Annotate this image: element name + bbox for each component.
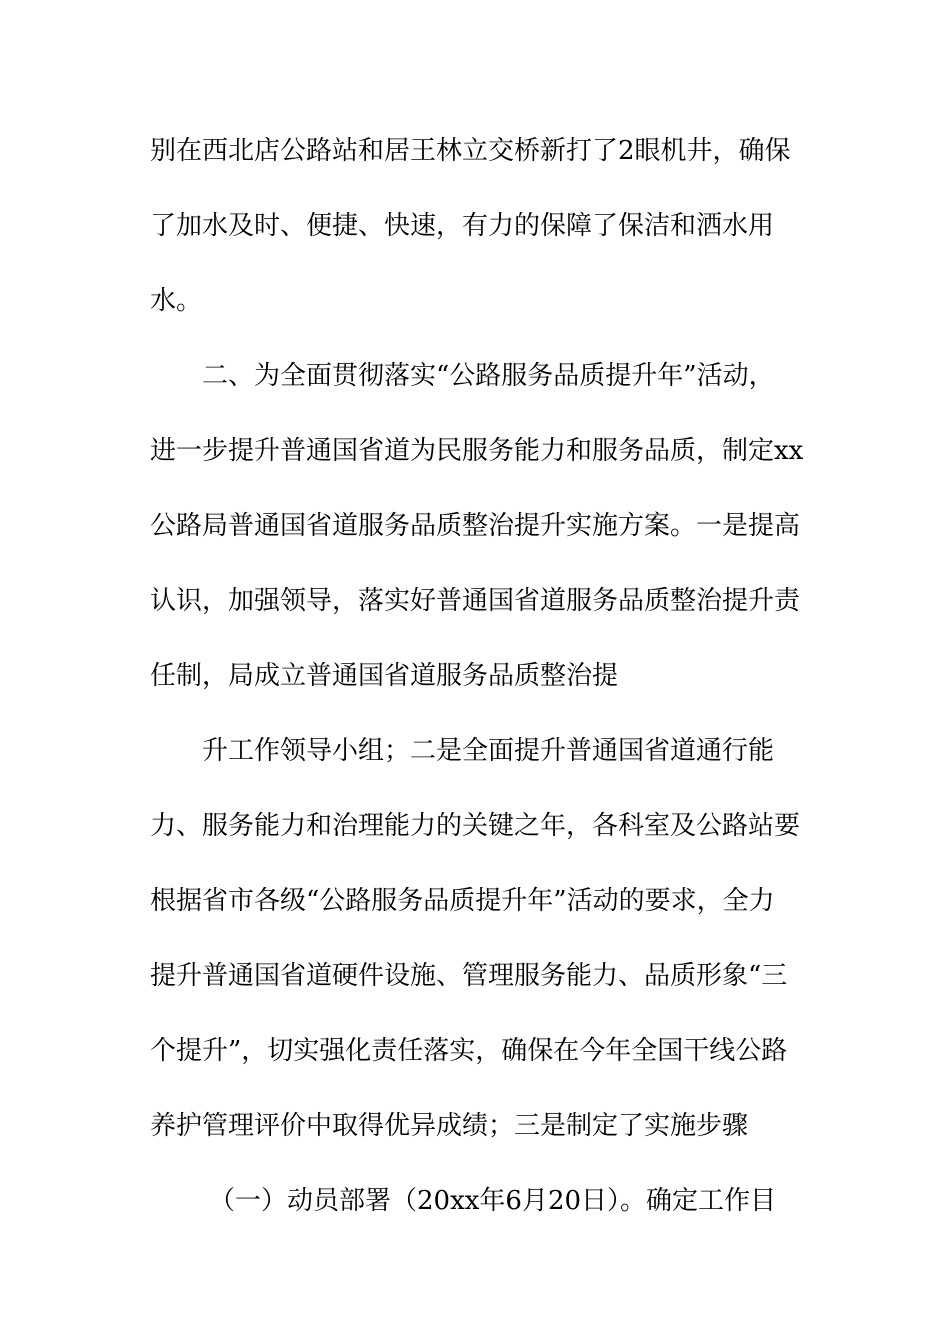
text-line: 个提升”，切实强化责任落实，确保在今年全国干线公路 <box>150 1036 788 1066</box>
text-line: 提升普通国省道硬件设施、管理服务能力、品质形象“三 <box>150 961 788 991</box>
paragraph-start-line: 二、为全面贯彻落实“公路服务品质提升年”活动， <box>202 361 775 391</box>
text-line: 进一步提升普通国省道为民服务能力和服务品质，制定xx <box>150 436 804 466</box>
text-line: 了加水及时、便捷、快速，有力的保障了保洁和洒水用 <box>150 211 775 241</box>
text-line: 养护管理评价中取得优异成绩；三是制定了实施步骤 <box>150 1111 749 1141</box>
text-line: 认识，加强领导，落实好普通国省道服务品质整治提升责 <box>150 586 801 616</box>
text-line: 根据省市各级“公路服务品质提升年”活动的要求，全力 <box>150 886 775 916</box>
paragraph-start-line: 升工作领导小组；二是全面提升普通国省道通行能 <box>202 736 775 766</box>
text-line: 任制，局成立普通国省道服务品质整治提 <box>150 661 619 691</box>
text-line: 力、服务能力和治理能力的关键之年，各科室及公路站要 <box>150 811 801 841</box>
section-heading-line: （一）动员部署（20xx年6月20日）。确定工作目 <box>209 1186 777 1216</box>
text-line: 公路局普通国省道服务品质整治提升实施方案。一是提高 <box>150 511 801 541</box>
text-line: 别在西北店公路站和居王林立交桥新打了2眼机井，确保 <box>150 136 791 166</box>
text-line: 水。 <box>150 286 203 316</box>
